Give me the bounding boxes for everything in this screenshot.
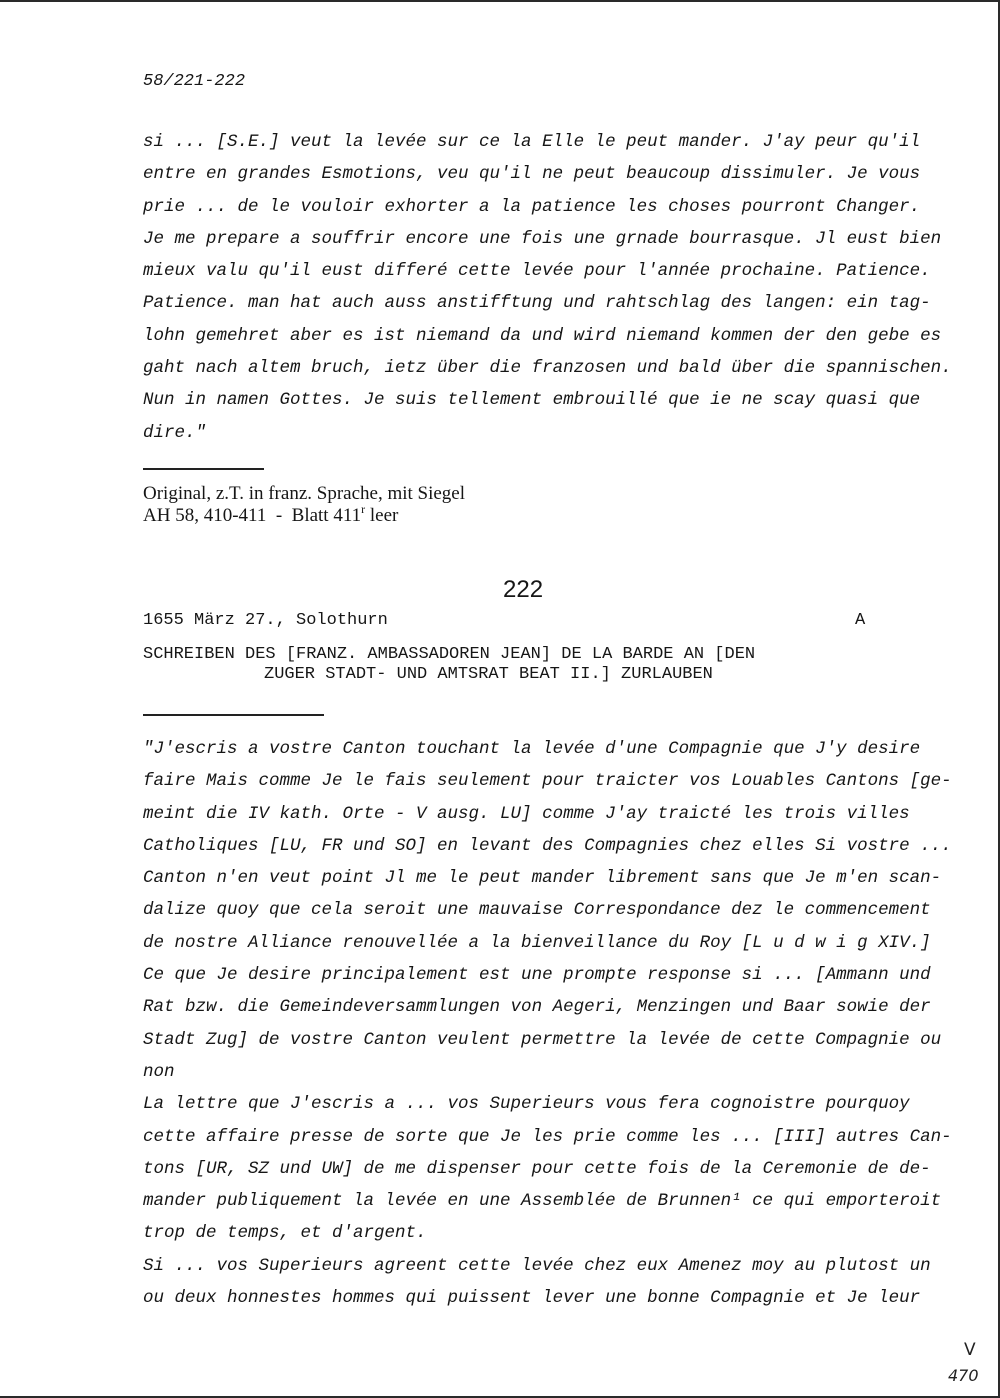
letter-line: faire Mais comme Je le fais seulement pour traicter vos Louables Cantons [ge-: [143, 771, 952, 792]
letter-line: dalize quoy que cela seroit une mauvaise Correspondance dez le commencement: [143, 900, 931, 921]
letter-line: meint die IV kath. Orte - V ausg. LU] comme J'ay traicté les trois villes: [143, 803, 910, 824]
letter-line: Rat bzw. die Gemeindeversammlungen von Aegeri, Menzingen und Baar sowie der: [143, 997, 931, 1018]
excerpt-line: mieux valu qu'il eust differé cette levée pour l'année prochaine. Patience.: [143, 261, 931, 282]
archive-reference: [143, 502, 399, 528]
section-rule: [143, 714, 324, 716]
document-heading-line-2: ZUGER STADT- UND AMTSRAT BEAT II.] ZURLAUBEN: [264, 665, 713, 684]
source-note: Original, z.T. in franz. Sprache, mit Siegel: [143, 483, 466, 504]
letter-line: Ce que Je desire principalement est une prompte response si ... [Ammann und: [143, 965, 931, 986]
excerpt-line: Nun in namen Gottes. Je suis tellement embrouillé que ie ne scay quasi que: [143, 390, 921, 411]
handwritten-margin-mark: V: [964, 1340, 976, 1360]
letter-line: Catholiques [LU, FR und SO] en levant des Compagnies chez elles Si vostre ...: [143, 835, 952, 856]
document-heading-line-1: SCHREIBEN DES [FRANZ. AMBASSADOREN JEAN] DE LA BARDE AN [DEN: [143, 645, 756, 664]
letter-line: ou deux honnestes hommes qui puissent lever une bonne Compagnie et Je leur: [143, 1288, 921, 1309]
quoted-excerpt: [143, 126, 952, 449]
letter-line: Canton n'en veut point Jl me le peut mander librement sans que Je m'en scan-: [143, 868, 942, 889]
excerpt-line: lohn gemehret aber es ist niemand da und wird niemand kommen der den gebe es: [143, 325, 942, 346]
excerpt-line: Patience. man hat auch auss anstifftung und rahtschlag des langen: ein tag-: [143, 293, 931, 314]
date-place-line: 1655 März 27., Solothurn: [143, 611, 388, 630]
letter-line: mander publiquement la levée en une Assemblée de Brunnen¹ ce qui emporteroit: [143, 1191, 942, 1212]
excerpt-line: gaht nach altem bruch, ietz über die franzosen und bald über die spannischen.: [143, 358, 952, 379]
letter-line: trop de temps, et d'argent.: [143, 1223, 427, 1244]
letter-line: "J'escris a vostre Canton touchant la levée d'une Compagnie que J'y desire: [143, 739, 921, 759]
handwritten-page-number: 470: [948, 1366, 979, 1385]
archive-reference-end: leer: [365, 505, 399, 526]
folio-superscript: r: [361, 502, 366, 516]
page-border-top: [0, 0, 1000, 2]
document-type-marker: A: [855, 611, 866, 630]
letter-line: tons [UR, SZ und UW] de me dispenser pour cette fois de la Ceremonie de de-: [143, 1158, 931, 1179]
letter-line: de nostre Alliance renouvellée a la bienveillance du Roy [L u d w i g XIV.]: [143, 932, 931, 953]
excerpt-line: prie ... de le vouloir exhorter a la patience les choses pourront Changer.: [143, 196, 921, 217]
letter-line: non: [143, 1061, 175, 1082]
excerpt-line: dire.": [143, 422, 207, 443]
excerpt-line: Je me prepare a souffrir encore une fois une grnade bourrasque. Jl eust bien: [143, 228, 942, 249]
letter-line: La lettre que J'escris a ... vos Superieurs vous fera cognoistre pourquoy: [143, 1094, 910, 1115]
footnote-rule: [143, 468, 264, 470]
letter-line: Stadt Zug] de vostre Canton veulent permettre la levée de cette Compagnie ou: [143, 1029, 942, 1050]
archive-reference-text: AH 58, 410-411 - Blatt 411: [143, 505, 362, 526]
page-reference: 58/221-222: [143, 72, 246, 91]
letter-body: [143, 733, 952, 1314]
excerpt-line: entre en grandes Esmotions, veu qu'il ne peut beaucoup dissimuler. Je vous: [143, 164, 921, 185]
excerpt-line: si ... [S.E.] veut la levée sur ce la Elle le peut mander. J'ay peur qu'il: [143, 132, 921, 152]
letter-line: Si ... vos Superieurs agreent cette levée chez eux Amenez moy au plutost un: [143, 1255, 931, 1276]
letter-line: cette affaire presse de sorte que Je les prie comme les ... [III] autres Can-: [143, 1126, 952, 1147]
document-number: 222: [503, 576, 544, 603]
